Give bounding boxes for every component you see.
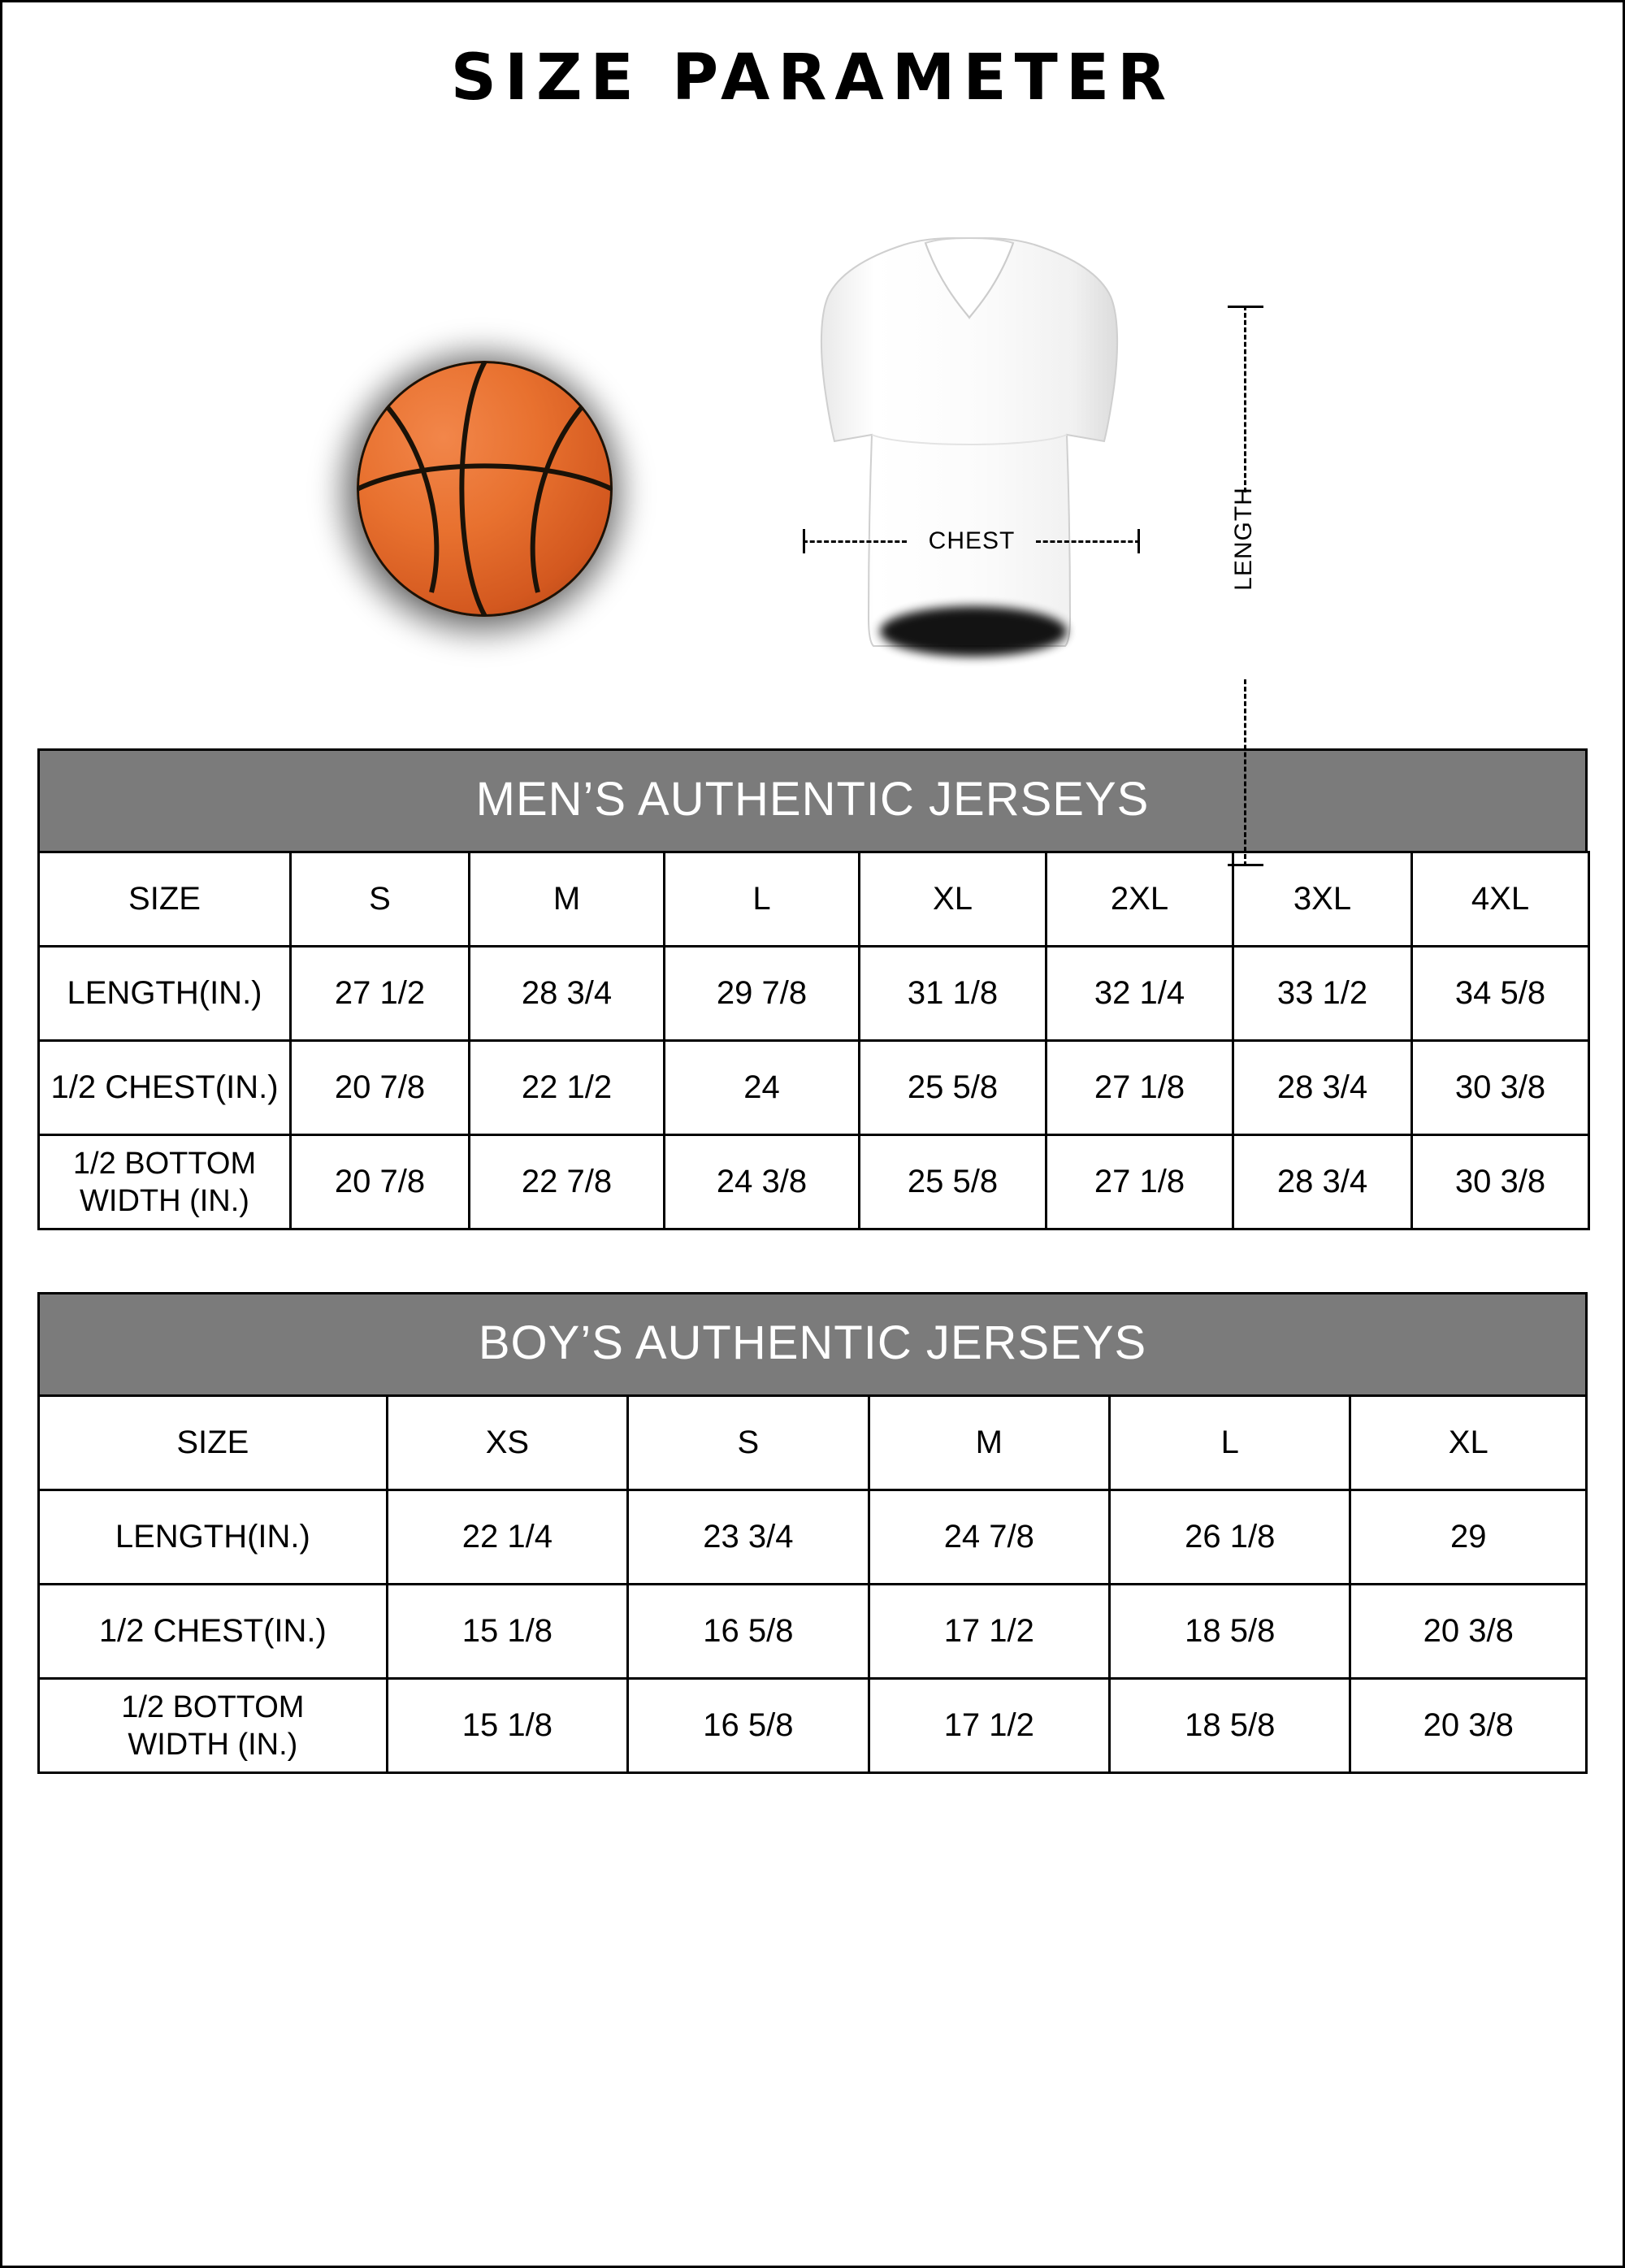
jersey-shadow (880, 606, 1067, 657)
boys-row-0-val-0: 22 1/4 (387, 1490, 627, 1585)
boys-table-heading: BOY’S AUTHENTIC JERSEYS (37, 1292, 1588, 1394)
boys-row-2-val-1: 16 5/8 (628, 1679, 869, 1773)
mens-row-2-label (39, 1135, 291, 1229)
table-row-header (39, 1396, 1587, 1490)
boys-row-1-val-3: 18 5/8 (1110, 1585, 1350, 1679)
table-spacer (2, 1230, 1623, 1292)
page-title: SIZE PARAMETER (450, 41, 1175, 115)
mens-col-2: M (470, 852, 665, 947)
boys-col-5: XL (1350, 1396, 1587, 1490)
mens-row-0-val-4: 32 1/4 (1046, 947, 1233, 1041)
mens-table-block (37, 748, 1588, 1230)
mens-size-table (37, 851, 1590, 1230)
mens-row-1-val-3: 25 5/8 (860, 1041, 1046, 1135)
bottom-spacer (2, 1774, 1623, 1815)
mens-col-4: XL (860, 852, 1046, 947)
mens-row-2-val-4: 27 1/8 (1046, 1135, 1233, 1229)
boys-row-1-val-2: 17 1/2 (869, 1585, 1109, 1679)
chest-dash-right (1036, 540, 1140, 543)
boys-row-2-val-4: 20 3/8 (1350, 1679, 1587, 1773)
boys-col-3: M (869, 1396, 1109, 1490)
mens-row-2-val-3: 25 5/8 (860, 1135, 1046, 1229)
boys-row-2-label-line1: 1/2 BOTTOM (121, 1689, 305, 1724)
mens-row-0-val-6: 34 5/8 (1412, 947, 1589, 1041)
boys-col-0: SIZE (39, 1396, 388, 1490)
mens-col-1: S (291, 852, 470, 947)
boys-row-2-label (39, 1679, 388, 1773)
chest-label: CHEST (928, 527, 1016, 554)
boys-row-0-label: LENGTH(IN.) (39, 1490, 388, 1585)
table-row (39, 947, 1589, 1041)
mens-col-0: SIZE (39, 852, 291, 947)
mens-row-2-label-line1: 1/2 BOTTOM (72, 1146, 257, 1181)
mens-row-1-val-6: 30 3/8 (1412, 1041, 1589, 1135)
mens-row-2-val-5: 28 3/4 (1233, 1135, 1412, 1229)
boys-row-2-label-line2: WIDTH (IN.) (128, 1727, 298, 1762)
mens-row-2-val-2: 24 3/8 (665, 1135, 860, 1229)
mens-col-6: 3XL (1233, 852, 1412, 947)
table-row (39, 1490, 1587, 1585)
boys-size-table (37, 1394, 1588, 1774)
boys-col-4: L (1110, 1396, 1350, 1490)
boys-row-1-label: 1/2 CHEST(IN.) (39, 1585, 388, 1679)
mens-row-0-val-3: 31 1/8 (860, 947, 1046, 1041)
mens-row-1-val-4: 27 1/8 (1046, 1041, 1233, 1135)
length-dash-top (1244, 306, 1246, 492)
boys-row-2-val-3: 18 5/8 (1110, 1679, 1350, 1773)
table-row-header (39, 852, 1589, 947)
length-label: LENGTH (1230, 487, 1257, 591)
jersey-illustration (782, 236, 1156, 692)
illustration-area (2, 123, 1623, 748)
table-row (39, 1041, 1589, 1135)
mens-row-2-label-line2: WIDTH (IN.) (80, 1183, 249, 1218)
boys-col-2: S (628, 1396, 869, 1490)
boys-row-1-val-4: 20 3/8 (1350, 1585, 1587, 1679)
mens-col-7: 4XL (1412, 852, 1589, 947)
table-row (39, 1135, 1589, 1229)
boys-row-1-val-0: 15 1/8 (387, 1585, 627, 1679)
mens-row-2-val-1: 22 7/8 (470, 1135, 665, 1229)
boys-row-0-val-1: 23 3/4 (628, 1490, 869, 1585)
mens-col-5: 2XL (1046, 852, 1233, 947)
mens-row-1-val-1: 22 1/2 (470, 1041, 665, 1135)
chest-dimension-line (803, 529, 1140, 553)
boys-row-0-val-3: 26 1/8 (1110, 1490, 1350, 1585)
mens-row-1-label: 1/2 CHEST(IN.) (39, 1041, 291, 1135)
mens-row-0-val-0: 27 1/2 (291, 947, 470, 1041)
length-cap-bottom (1228, 864, 1263, 866)
boys-row-1-val-1: 16 5/8 (628, 1585, 869, 1679)
table-row (39, 1679, 1587, 1773)
boys-row-2-val-2: 17 1/2 (869, 1679, 1109, 1773)
length-dimension-line (1221, 306, 1270, 866)
basketball-seams (357, 361, 613, 617)
mens-row-0-label: LENGTH(IN.) (39, 947, 291, 1041)
mens-row-0-val-2: 29 7/8 (665, 947, 860, 1041)
basketball-sphere (357, 361, 613, 617)
chest-dash-left (803, 540, 907, 543)
basketball-icon (327, 338, 636, 647)
boys-col-1: XS (387, 1396, 627, 1490)
mens-col-3: L (665, 852, 860, 947)
chest-cap-right (1138, 529, 1140, 553)
boys-row-0-val-2: 24 7/8 (869, 1490, 1109, 1585)
mens-row-1-val-0: 20 7/8 (291, 1041, 470, 1135)
mens-row-1-val-2: 24 (665, 1041, 860, 1135)
boys-table-block (37, 1292, 1588, 1774)
table-row (39, 1585, 1587, 1679)
boys-row-2-val-0: 15 1/8 (387, 1679, 627, 1773)
mens-table-heading: MEN’S AUTHENTIC JERSEYS (37, 748, 1588, 851)
length-dash-bottom (1244, 679, 1246, 866)
boys-row-0-val-4: 29 (1350, 1490, 1587, 1585)
mens-row-0-val-1: 28 3/4 (470, 947, 665, 1041)
mens-row-2-val-0: 20 7/8 (291, 1135, 470, 1229)
mens-row-0-val-5: 33 1/2 (1233, 947, 1412, 1041)
mens-row-2-val-6: 30 3/8 (1412, 1135, 1589, 1229)
mens-row-1-val-5: 28 3/4 (1233, 1041, 1412, 1135)
